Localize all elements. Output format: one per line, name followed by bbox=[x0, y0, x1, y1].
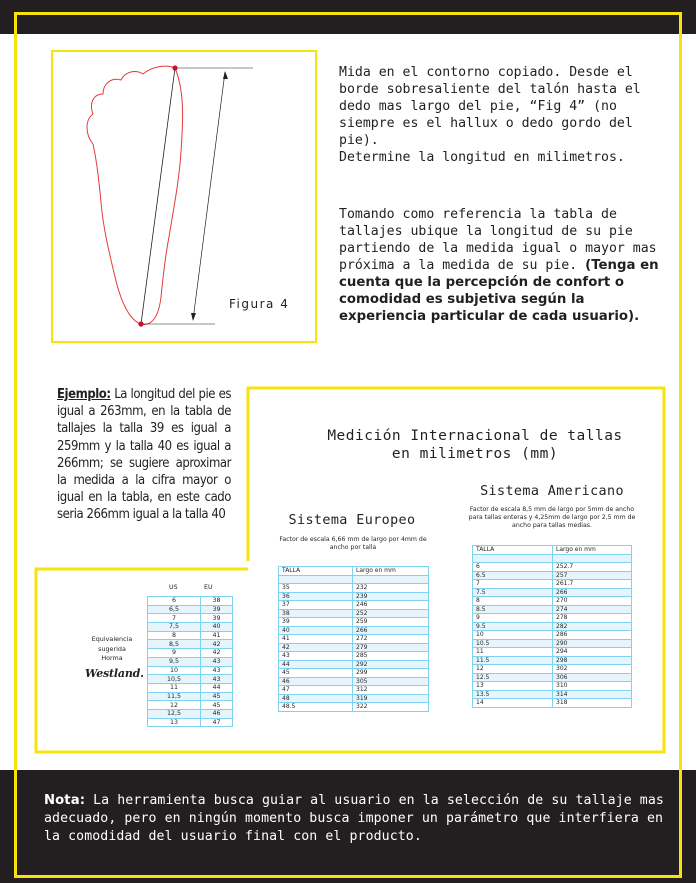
equivalence-label-line: Equivalencia bbox=[91, 635, 133, 643]
conversion-table-cell: 45 bbox=[201, 701, 233, 710]
american-table-cell: 306 bbox=[553, 673, 632, 682]
conversion-header-eu: EU bbox=[204, 584, 213, 591]
european-table-row bbox=[279, 626, 429, 635]
conversion-table-cell: 42 bbox=[201, 649, 233, 658]
international-title-line-1: Medición Internacional de tallas bbox=[327, 428, 623, 444]
european-table-row bbox=[279, 575, 429, 584]
conversion-table-cell: 9 bbox=[148, 649, 201, 658]
conversion-table-cell: 10 bbox=[148, 666, 201, 675]
conversion-table-row bbox=[148, 718, 233, 727]
european-table-cell bbox=[279, 575, 353, 584]
european-table-row bbox=[279, 660, 429, 669]
conversion-table-row bbox=[148, 675, 233, 684]
european-table-cell: 40 bbox=[279, 626, 353, 635]
american-table-cell: 278 bbox=[553, 614, 632, 623]
american-table-cell: 294 bbox=[553, 648, 632, 657]
american-table-cell: 12.5 bbox=[473, 673, 553, 682]
european-table-cell: 266 bbox=[353, 626, 429, 635]
conversion-table-cell: 40 bbox=[201, 623, 233, 632]
american-table-row bbox=[473, 656, 632, 665]
european-table-cell: 39 bbox=[279, 618, 353, 627]
equivalence-label-line: sugerida bbox=[98, 644, 126, 653]
conversion-table-row bbox=[148, 701, 233, 710]
european-table-cell: 279 bbox=[353, 643, 429, 652]
american-table-cell bbox=[553, 554, 632, 563]
american-table-cell: 8.5 bbox=[473, 605, 553, 614]
conversion-table-row bbox=[148, 597, 233, 606]
european-table-cell: 42 bbox=[279, 643, 353, 652]
european-table-header-row bbox=[279, 567, 429, 576]
international-title-line-2: en milimetros (mm) bbox=[391, 446, 559, 462]
american-table-cell bbox=[473, 554, 553, 563]
intro-2-bold: (Tenga en cuenta que la percepción de confort o comodidad es subjetiva según la experiencia particular de cada usuario). bbox=[339, 258, 659, 324]
conversion-table-cell: 11,5 bbox=[148, 692, 201, 701]
american-table-row bbox=[473, 631, 632, 640]
american-table-row bbox=[473, 639, 632, 648]
intro-2-text: Tomando como referencia la tabla de tallajes ubique la longitud de su pie partiendo de la medida igual o mayor mas próxima a la medida de su pie. bbox=[339, 207, 657, 273]
note-paragraph bbox=[44, 792, 664, 846]
american-table-cell: 252.7 bbox=[553, 563, 632, 572]
american-table-cell: 290 bbox=[553, 639, 632, 648]
european-table-row bbox=[279, 652, 429, 661]
american-table-cell: 314 bbox=[553, 690, 632, 699]
american-table-row bbox=[473, 580, 632, 589]
american-table-row bbox=[473, 614, 632, 623]
american-table-cell: 274 bbox=[553, 605, 632, 614]
american-table-header-cell: Largo en mm bbox=[553, 546, 632, 555]
american-table-row bbox=[473, 622, 632, 631]
american-table-cell: 13.5 bbox=[473, 690, 553, 699]
american-table-cell: 10.5 bbox=[473, 639, 553, 648]
american-scale-note: Factor de escala 8,5 mm de largo por 5mm de ancho para tallas enteras y 4,25mm de largo por 2,5 mm de ancho para tallas medias. bbox=[468, 506, 636, 529]
american-table-row bbox=[473, 554, 632, 563]
conversion-table-row bbox=[148, 692, 233, 701]
european-table-cell bbox=[353, 575, 429, 584]
american-table-row bbox=[473, 665, 632, 674]
european-table-row bbox=[279, 592, 429, 601]
european-table-cell: 38 bbox=[279, 609, 353, 618]
figure-label: Figura 4 bbox=[229, 297, 290, 311]
european-table-header-cell: TALLA bbox=[279, 567, 353, 576]
american-table-cell: 298 bbox=[553, 656, 632, 665]
conversion-table-cell: 41 bbox=[201, 631, 233, 640]
conversion-table-cell: 8,5 bbox=[148, 640, 201, 649]
conversion-table-cell: 39 bbox=[201, 605, 233, 614]
american-table-cell: 11.5 bbox=[473, 656, 553, 665]
european-table-cell: 246 bbox=[353, 601, 429, 610]
conversion-table-row bbox=[148, 605, 233, 614]
american-table-row bbox=[473, 682, 632, 691]
conversion-table-row bbox=[148, 640, 233, 649]
conversion-table-cell: 11 bbox=[148, 683, 201, 692]
conversion-table-cell: 12,5 bbox=[148, 709, 201, 718]
american-table-cell: 257 bbox=[553, 571, 632, 580]
american-table-cell: 10 bbox=[473, 631, 553, 640]
european-table-cell: 47 bbox=[279, 686, 353, 695]
conversion-table-row bbox=[148, 614, 233, 623]
european-table-cell: 45 bbox=[279, 669, 353, 678]
conversion-table-cell: 8 bbox=[148, 631, 201, 640]
european-table-cell: 48 bbox=[279, 694, 353, 703]
conversion-table-row bbox=[148, 649, 233, 658]
european-table-row bbox=[279, 635, 429, 644]
european-table-cell: 252 bbox=[353, 609, 429, 618]
american-table-row bbox=[473, 597, 632, 606]
european-table-cell: 322 bbox=[353, 703, 429, 712]
conversion-table-cell: 47 bbox=[201, 718, 233, 727]
us-eu-conversion-table bbox=[147, 596, 233, 727]
american-table-row bbox=[473, 571, 632, 580]
conversion-header-us: US bbox=[169, 584, 178, 591]
conversion-table-cell: 13 bbox=[148, 718, 201, 727]
conversion-table-cell: 43 bbox=[201, 675, 233, 684]
american-size-table bbox=[472, 545, 632, 708]
conversion-table-cell: 12 bbox=[148, 701, 201, 710]
conversion-table-cell: 9,5 bbox=[148, 657, 201, 666]
equivalence-label-line: Horma bbox=[101, 654, 123, 662]
european-table-row bbox=[279, 609, 429, 618]
european-table-row bbox=[279, 618, 429, 627]
american-table-cell: 286 bbox=[553, 631, 632, 640]
american-table-row bbox=[473, 648, 632, 657]
american-table-cell: 14 bbox=[473, 699, 553, 708]
conversion-table-cell: 7 bbox=[148, 614, 201, 623]
conversion-table-cell: 38 bbox=[201, 597, 233, 606]
intro-paragraph-1: Mida en el contorno copiado. Desde el borde sobresaliente del talón hasta el dedo mas largo del pie, “Fig 4” (no siempre es el hallux o dedo gordo del pie). Determine la longitud en milimetros. bbox=[339, 65, 641, 165]
european-table-cell: 43 bbox=[279, 652, 353, 661]
european-size-table bbox=[278, 566, 429, 712]
american-table-cell: 9.5 bbox=[473, 622, 553, 631]
european-table-cell: 312 bbox=[353, 686, 429, 695]
european-table-cell: 36 bbox=[279, 592, 353, 601]
international-title bbox=[295, 427, 655, 463]
american-table-cell: 6.5 bbox=[473, 571, 553, 580]
american-table-row bbox=[473, 699, 632, 708]
european-table-cell: 239 bbox=[353, 592, 429, 601]
european-scale-note: Factor de escala 6,66 mm de largo por 4mm de ancho por talla bbox=[279, 536, 427, 551]
european-table-row bbox=[279, 669, 429, 678]
conversion-table-cell: 6,5 bbox=[148, 605, 201, 614]
european-table-row bbox=[279, 677, 429, 686]
european-table-cell: 48.5 bbox=[279, 703, 353, 712]
european-table-cell: 272 bbox=[353, 635, 429, 644]
american-table-row bbox=[473, 690, 632, 699]
european-table-cell: 44 bbox=[279, 660, 353, 669]
conversion-table-row bbox=[148, 657, 233, 666]
american-table-header-row bbox=[473, 546, 632, 555]
european-table-row bbox=[279, 584, 429, 593]
american-table-cell: 282 bbox=[553, 622, 632, 631]
european-table-cell: 305 bbox=[353, 677, 429, 686]
european-table-row bbox=[279, 686, 429, 695]
note-lead: Nota: bbox=[44, 793, 86, 808]
european-table-cell: 285 bbox=[353, 652, 429, 661]
american-table-cell: 266 bbox=[553, 588, 632, 597]
european-table-cell: 319 bbox=[353, 694, 429, 703]
european-table-row bbox=[279, 601, 429, 610]
conversion-table-cell: 10,5 bbox=[148, 675, 201, 684]
european-table-cell: 292 bbox=[353, 660, 429, 669]
conversion-table-cell: 39 bbox=[201, 614, 233, 623]
european-table-cell: 41 bbox=[279, 635, 353, 644]
conversion-table-row bbox=[148, 631, 233, 640]
note-text: La herramienta busca guiar al usuario en la selección de su tallaje mas adecuado, pero en ningún momento busca imponer un parámetro que interfiera en la comodidad del usuario final con el producto. bbox=[44, 793, 664, 844]
american-system-title: Sistema Americano bbox=[480, 484, 624, 499]
european-table-cell: 299 bbox=[353, 669, 429, 678]
conversion-table-cell: 45 bbox=[201, 692, 233, 701]
conversion-table-cell: 7,5 bbox=[148, 623, 201, 632]
conversion-table-cell: 6 bbox=[148, 597, 201, 606]
equivalence-label bbox=[78, 635, 146, 664]
european-table-cell: 37 bbox=[279, 601, 353, 610]
european-table-cell: 232 bbox=[353, 584, 429, 593]
conversion-table-cell: 43 bbox=[201, 657, 233, 666]
conversion-table-cell: 46 bbox=[201, 709, 233, 718]
american-table-cell: 310 bbox=[553, 682, 632, 691]
american-table-cell: 302 bbox=[553, 665, 632, 674]
conversion-table-row bbox=[148, 709, 233, 718]
european-table-header-cell: Largo en mm bbox=[353, 567, 429, 576]
conversion-table-row bbox=[148, 666, 233, 675]
westland-logo: Westland. bbox=[85, 667, 144, 680]
american-table-cell: 12 bbox=[473, 665, 553, 674]
conversion-table-row bbox=[148, 683, 233, 692]
conversion-table-cell: 42 bbox=[201, 640, 233, 649]
american-table-cell: 7.5 bbox=[473, 588, 553, 597]
conversion-table-cell: 43 bbox=[201, 666, 233, 675]
european-table-cell: 259 bbox=[353, 618, 429, 627]
american-table-row bbox=[473, 605, 632, 614]
european-table-cell: 46 bbox=[279, 677, 353, 686]
european-table-row bbox=[279, 694, 429, 703]
american-table-row bbox=[473, 673, 632, 682]
american-table-cell: 13 bbox=[473, 682, 553, 691]
american-table-cell: 6 bbox=[473, 563, 553, 572]
european-table-row bbox=[279, 643, 429, 652]
american-table-cell: 7 bbox=[473, 580, 553, 589]
example-lead: Ejemplo: bbox=[57, 387, 111, 402]
american-table-cell: 261.7 bbox=[553, 580, 632, 589]
conversion-table-cell: 44 bbox=[201, 683, 233, 692]
american-table-cell: 270 bbox=[553, 597, 632, 606]
european-table-cell: 35 bbox=[279, 584, 353, 593]
american-table-cell: 8 bbox=[473, 597, 553, 606]
american-table-cell: 318 bbox=[553, 699, 632, 708]
european-system-title: Sistema Europeo bbox=[288, 513, 416, 528]
example-text: La longitud del pie es igual a 263mm, en la tabla de tallajes la talla 39 es igual a 259mm y la talla 40 es igual a 266mm; se sugiere aproximar la medida a la cifra mayor o igual en la tabla, en este cado seria 266mm igual a la talla 40 bbox=[57, 387, 231, 523]
european-table-row bbox=[279, 703, 429, 712]
american-table-row bbox=[473, 563, 632, 572]
conversion-table-row bbox=[148, 623, 233, 632]
american-table-cell: 11 bbox=[473, 648, 553, 657]
american-table-cell: 9 bbox=[473, 614, 553, 623]
american-table-header-cell: TALLA bbox=[473, 546, 553, 555]
american-table-row bbox=[473, 588, 632, 597]
